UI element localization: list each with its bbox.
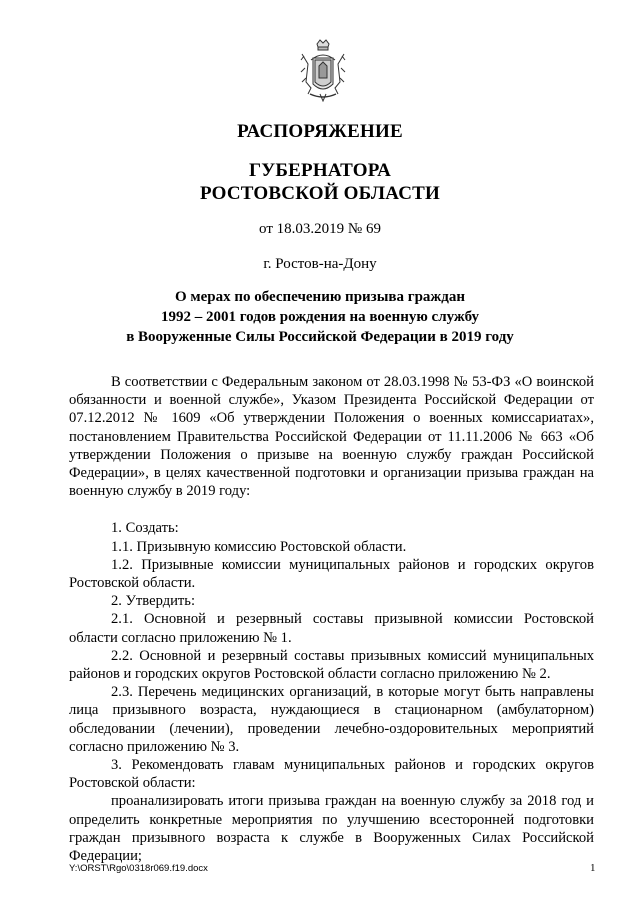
document-subject [0, 287, 640, 347]
item-3: 3. Рекомендовать главам муниципальных районов и городских округов Ростовской области: [69, 757, 594, 792]
document-date-number: от 18.03.2019 № 69 [259, 221, 381, 237]
document-city: г. Ростов-на-Дону [263, 256, 377, 272]
authority-line-2: РОСТОВСКОЙ ОБЛАСТИ [199, 183, 440, 204]
document-body [69, 373, 594, 865]
item-2-1: 2.1. Основной и резервный составы призывной комиссии Ростовской области согласно приложению № 1. [69, 611, 594, 646]
item-2: 2. Утвердить: [111, 593, 196, 610]
item-2-2: 2.2. Основной и резервный составы призывных комиссий муниципальных районов и городских округов Ростовской области согласно приложению № 2. [69, 647, 594, 683]
rostov-oblast-coat-of-arms-icon [298, 38, 348, 102]
item-1-1: 1.1. Призывную комиссию Ростовской области. [111, 538, 407, 555]
item-1-2: 1.2. Призывные комиссии муниципальных районов и городских округов Ростовской области. [69, 556, 594, 592]
subject-line-1: О мерах по обеспечению призыва граждан [174, 289, 466, 305]
item-1: 1. Создать: [111, 520, 179, 537]
page-number: 1 [590, 862, 596, 874]
subject-line-3: в Вооруженные Силы Российской Федерации в 2019 году [126, 329, 514, 345]
item-3-bullet-1: проанализировать итоги призыва граждан на военную службу за 2018 год и определить конкретные мероприятия по улучшению всесторонней подготовки граждан призывного возраста к службе в Вооруженных Силах Российской Федерации; [69, 793, 594, 865]
item-2-3: 2.3. Перечень медицинских организаций, в которые могут быть направлены лица призывного возраста, нуждающиеся в стационарном (амбулаторном) обследовании (лечении), проведении лечебно-оздоровительных мероприятий согласно приложению № 3. [69, 684, 594, 755]
subject-line-2: 1992 – 2001 годов рождения на военную службу [160, 309, 480, 325]
authority-line-1: ГУБЕРНАТОРА [248, 160, 391, 181]
footer-file-path: Y:\ORST\Rgo\0318r069.f19.docx [69, 863, 208, 874]
preamble-paragraph: В соответствии с Федеральным законом от 28.03.1998 № 53-ФЗ «О воинской обязанности и военной службе», Указом Президента Российской Федерации от 07.12.2012 № 1609 «Об утверждении Положения о военных комиссариатах», постановлением Правительства Российской Федерации от 11.11.2006 № 663 «Об утверждении Положения о призыве на военную службу граждан Российской Федерации», в целях качественной подготовки и организации призыва граждан на военную службу в 2019 году: [69, 374, 594, 500]
document-type-title: РАСПОРЯЖЕНИЕ [237, 121, 403, 142]
